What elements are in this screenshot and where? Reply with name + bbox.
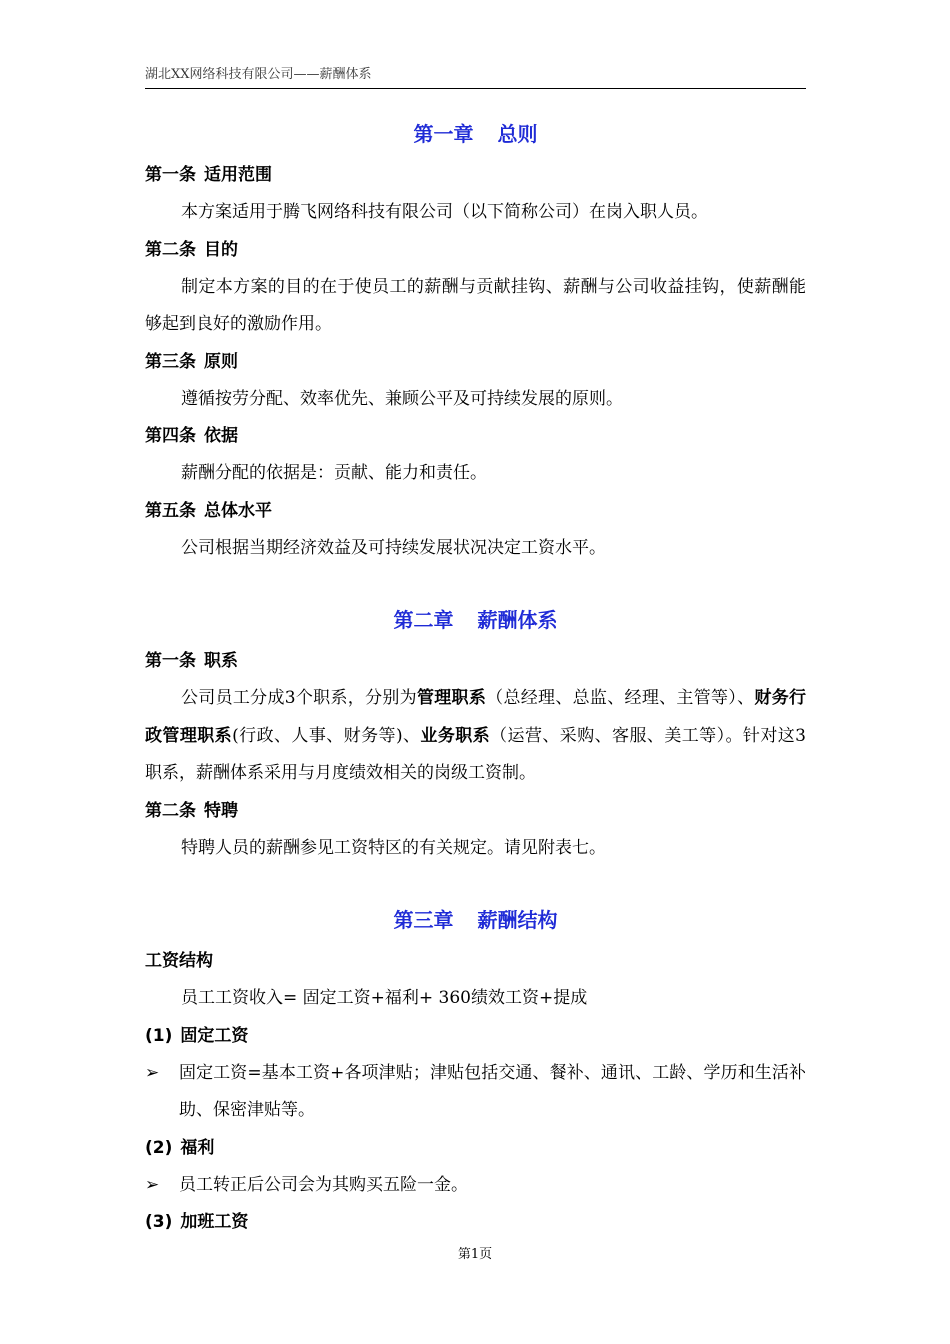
article-heading: 第五条 总体水平 xyxy=(145,500,272,521)
article-heading: 第三条 原则 xyxy=(145,351,238,372)
page-number: 第1页 xyxy=(457,1247,493,1262)
article-heading: 第一条 适用范围 xyxy=(145,165,272,185)
article-text: 本方案适用于腾飞网络科技有限公司（以下简称公司）在岗入职人员。 xyxy=(181,202,708,222)
bullet-item: ➢ 固定工资=基本工资+各项津贴；津贴包括交通、餐补、通讯、工龄、学历和生活补助、保密津贴等。 xyxy=(145,1055,806,1130)
chapter-3-title: 第三章 薪酬结构 xyxy=(393,908,558,932)
article-text: 制定本方案的目的在于使员工的薪酬与贡献挂钩、薪酬与公司收益挂钩，使薪酬能够起到良好的激励作用。 xyxy=(145,276,806,334)
article-heading: 第二条 特聘 xyxy=(145,800,238,821)
chapter-2-title: 第二章 薪酬体系 xyxy=(393,608,558,632)
arrow-bullet-icon: ➢ xyxy=(145,1174,160,1195)
section-heading: (3) 加班工资 xyxy=(145,1212,249,1232)
article-text: 薪酬分配的依据是：贡献、能力和责任。 xyxy=(181,463,487,483)
chapter-1-title: 第一章 总则 xyxy=(413,122,538,146)
article-heading: 第一条 职系 xyxy=(145,651,238,671)
document-body xyxy=(145,96,806,1241)
article-text: 特聘人员的薪酬参见工资特区的有关规定。请见附表七。 xyxy=(181,837,606,858)
article-heading: 第二条 目的 xyxy=(145,239,238,260)
article-heading: 第四条 依据 xyxy=(145,426,238,446)
section-heading: (2) 福利 xyxy=(145,1137,215,1158)
structure-heading: 工资结构 xyxy=(145,951,213,971)
bullet-item: ➢ 员工转正后公司会为其购买五险一金。 xyxy=(145,1167,806,1205)
article-text: 公司员工分成3个职系，分别为管理职系（总经理、总监、经理、主管等）、财务行政管理职系(行政、人事、财务等)、业务职系（运营、采购、客服、美工等）。针对这3职系，薪酬体系采用与月度绩效相关的岗级工资制。 xyxy=(145,688,806,783)
structure-formula: 员工工资收入= 固定工资+福利+ 360绩效工资+提成 xyxy=(181,988,588,1008)
arrow-bullet-icon: ➢ xyxy=(145,1062,160,1083)
article-text: 公司根据当期经济效益及可持续发展状况决定工资水平。 xyxy=(181,537,606,558)
article-text: 遵循按劳分配、效率优先、兼顾公平及可持续发展的原则。 xyxy=(181,388,623,409)
section-heading: (1) 固定工资 xyxy=(145,1025,249,1046)
page-header: 湖北XX网络科技有限公司——薪酬体系 xyxy=(145,64,806,89)
